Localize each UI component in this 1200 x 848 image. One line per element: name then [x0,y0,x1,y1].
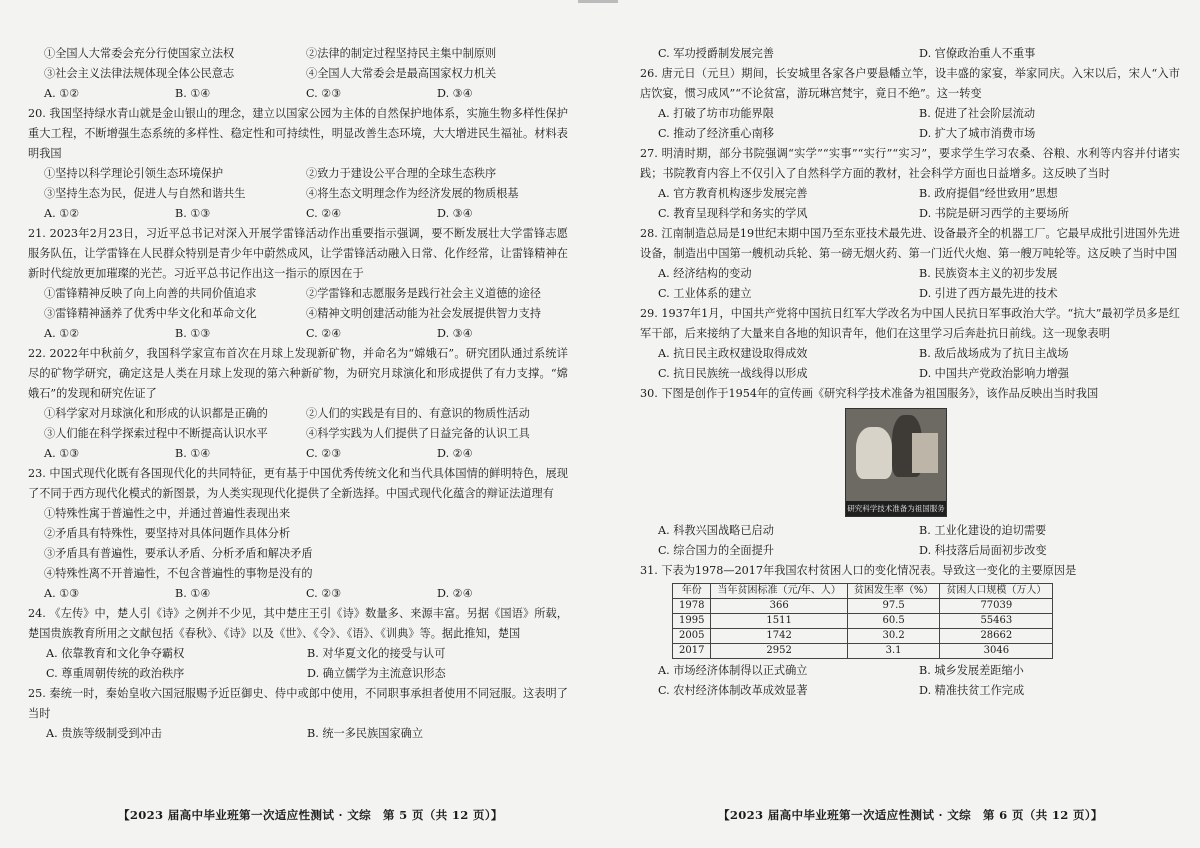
q19-opt-b: B. ①④ [175,87,211,100]
q22-item-1: ①科学家对月球演化和形成的认识都是正确的 [44,407,268,420]
table-header-cell: 当年贫困标准（元/年、人） [711,584,847,599]
q31-opt-d: D. 精准扶贫工作完成 [919,684,1025,697]
q21-block [28,224,568,344]
table-cell: 2017 [673,644,711,659]
table-header-row [673,584,1053,599]
q23-block [28,464,568,604]
right-page-column [640,44,1180,701]
q27-opt-d: D. 书院是研习西学的主要场所 [919,207,1069,220]
q28-opt-c: C. 工业体系的建立 [658,287,752,300]
poster-caption: 研究科学技术准备为祖国服务 [846,501,946,516]
q23-item-1: ①特殊性寓于普遍性之中，并通过普遍性表现出来 [44,507,291,520]
q30-stem: 30. 下图是创作于1954年的宣传画《研究科学技术准备为祖国服务》，该作品反映出当时我国 [640,387,1099,400]
q21-opt-a: A. ①② [44,327,80,340]
table-cell: 30.2 [847,629,940,644]
table-cell: 77039 [940,599,1053,614]
q20-item-1: ①坚持以科学理论引领生态环境保护 [44,167,224,180]
q31-opt-c: C. 农村经济体制改革成效显著 [658,684,808,697]
q21-opt-c: C. ②④ [306,327,342,340]
q29-block [640,304,1180,384]
q30-block [640,384,1180,561]
table-cell: 55463 [940,614,1053,629]
q25-block [28,684,568,744]
q29-opt-c: C. 抗日民族统一战线得以形成 [658,367,808,380]
q29-stem: 29. 1937年1月，中国共产党将中国抗日红军大学改名为中国人民抗日军事政治大学。“抗大”最初学员多是红军干部，后来接纳了大量来自各地的知识青年，他们在这里学习后奔赴抗日前线。这一现象表明 [640,307,1180,340]
q24-block [28,604,568,684]
q30-opt-a: A. 科教兴国战略已启动 [658,524,774,537]
left-page-column [28,44,568,744]
table-cell: 1978 [673,599,711,614]
poster-figure-right [912,433,938,473]
poster-figure-left [856,427,892,479]
q27-stem: 27. 明清时期，部分书院强调“实学”“实事”“实行”“实习”，要求学生学习农桑、谷粮、水利等内容并付诸实践；书院教育内容上不仅引入了自然科学方面的教材，社会科学方面也日益增多。这反映了当时 [640,147,1180,180]
q21-opt-d: D. ③④ [437,327,473,340]
table-cell: 3.1 [847,644,940,659]
q24-opt-c: C. 尊重周朝传统的政治秩序 [46,667,185,680]
q23-opt-a: A. ①③ [44,587,80,600]
q19-opt-a: A. ①② [44,87,80,100]
q22-opt-c: C. ②③ [306,447,342,460]
q29-opt-b: B. 敌后战场成为了抗日主战场 [919,347,1069,360]
q19-item-2: ②法律的制定过程坚持民主集中制原则 [306,47,497,60]
q23-stem: 23. 中国式现代化既有各国现代化的共同特征，更有基于中国优秀传统文化和当代具体国情的鲜明特色，展现了不同于西方现代化模式的新图景，为人类实现现代化提供了全新选择。中国式现代化蕴含的辩证法道理有 [28,467,568,500]
q30-opt-c: C. 综合国力的全面提升 [658,544,774,557]
q20-block [28,104,568,224]
table-header-cell: 年份 [673,584,711,599]
q30-opt-b: B. 工业化建设的迫切需要 [919,524,1047,537]
q24-opt-a: A. 依靠教育和文化争夺霸权 [46,647,185,660]
right-page-footer: 【2023 届高中毕业班第一次适应性测试 · 文综 第 6 页（共 12 页）】 [718,808,1103,822]
q28-opt-b: B. 民族资本主义的初步发展 [919,267,1058,280]
table-cell: 2952 [711,644,847,659]
table-cell: 1511 [711,614,847,629]
left-page-footer: 【2023 届高中毕业班第一次适应性测试 · 文综 第 5 页（共 12 页）】 [118,808,503,822]
scan-mark [578,0,618,3]
q26-opt-d: D. 扩大了城市消费市场 [919,127,1036,140]
q23-item-4: ④特殊性离不开普遍性，不包含普遍性的事物是没有的 [44,567,313,580]
q30-opt-d: D. 科技落后局面初步改变 [919,544,1047,557]
q26-stem: 26. 唐元日（元旦）期间，长安城里各家各户要悬幡立竿，设丰盛的家宴，举家同庆。入宋以后，宋人“入市店饮宴，惯习成风”“不论贫富，游玩琳宫梵宇，竟日不绝”。这一转变 [640,67,1180,100]
q20-opt-c: C. ②④ [306,207,342,220]
q26-opt-c: C. 推动了经济重心南移 [658,127,774,140]
q23-opt-b: B. ①④ [175,587,211,600]
q22-opt-b: B. ①④ [175,447,211,460]
q25-opt-c: C. 军功授爵制发展完善 [658,47,774,60]
q20-item-4: ④将生态文明理念作为经济发展的物质根基 [306,187,519,200]
q25-cont-options [640,44,1180,64]
q26-block [640,64,1180,144]
q27-opt-b: B. 政府提倡“经世致用”思想 [919,187,1058,200]
table-row [673,629,1053,644]
propaganda-poster-image [845,408,947,517]
q27-opt-c: C. 教育呈现科学和务实的学风 [658,207,808,220]
q21-item-3: ③雷锋精神涵养了优秀中华文化和革命文化 [44,307,257,320]
table-cell: 97.5 [847,599,940,614]
table-header-cell: 贫困人口规模（万人） [940,584,1053,599]
q27-opt-a: A. 官方教育机构逐步发展完善 [658,187,808,200]
q27-block [640,144,1180,224]
q22-stem: 22. 2022年中秋前夕，我国科学家宣布首次在月球上发现新矿物，并命名为“嫦娥石”。研究团队通过系统详尽的矿物学研究，确定这是人类在月球上发现的第六种新矿物，为研究月球演化和形成提供了有力支撑。“嫦娥石”的发现和研究佐证了 [28,347,568,400]
q20-stem: 20. 我国坚持绿水青山就是金山银山的理念，建立以国家公园为主体的自然保护地体系，实施生物多样性保护重大工程，不断增强生态系统的多样性、稳定性和可持续性，明显改善生态环境，大大增进民生福祉。材料表明我国 [28,107,568,160]
q19-item-3: ③社会主义法律法规体现全体公民意志 [44,67,235,80]
q29-opt-a: A. 抗日民主政权建设取得成效 [658,347,808,360]
q23-item-2: ②矛盾具有特殊性，要坚持对具体问题作具体分析 [44,527,291,540]
q19-item-4: ④全国人大常委会是最高国家权力机关 [306,67,497,80]
q25-opt-b: B. 统一多民族国家确立 [307,727,424,740]
q21-item-2: ②学雷锋和志愿服务是践行社会主义道德的途径 [306,287,541,300]
q25-opt-d: D. 官僚政治重人不重事 [919,47,1036,60]
table-row [673,599,1053,614]
table-row [673,644,1053,659]
q19-item-1: ①全国人大常委会充分行使国家立法权 [44,47,235,60]
q21-opt-b: B. ①③ [175,327,211,340]
q29-opt-d: D. 中国共产党政治影响力增强 [919,367,1069,380]
table-cell: 1995 [673,614,711,629]
q22-opt-d: D. ②④ [437,447,473,460]
q28-opt-d: D. 引进了西方最先进的技术 [919,287,1058,300]
q26-opt-a: A. 打破了坊市功能界限 [658,107,774,120]
q20-opt-d: D. ③④ [437,207,473,220]
q31-block [640,561,1180,701]
table-cell: 2005 [673,629,711,644]
q24-opt-d: D. 确立儒学为主流意识形态 [307,667,446,680]
q28-block [640,224,1180,304]
q31-stem: 31. 下表为1978—2017年我国农村贫困人口的变化情况表。导致这一变化的主要原因是 [640,564,1077,577]
q21-stem: 21. 2023年2月23日，习近平总书记对深入开展学雷锋活动作出重要指示强调，要不断发展壮大学雷锋志愿服务队伍，让学雷锋在人民群众特别是青少年中蔚然成风，让学雷锋活动融入日常、化作经常，让雷锋精神在新时代绽放更加璀璨的光芒。习近平总书记作出这一指示的原因在于 [28,227,568,280]
q20-item-3: ③坚持生态为民，促进人与自然和谐共生 [44,187,246,200]
q28-stem: 28. 江南制造总局是19世纪末期中国乃至东亚技术最先进、设备最齐全的机器工厂。它最早成批引进国外先进设备，制造出中国第一艘机动兵轮、第一磅无烟火药、第一门近代火炮、第一艘万吨轮等。这反映了当时中国 [640,227,1180,260]
q24-stem: 24. 《左传》中，楚人引《诗》之例并不少见，其中楚庄王引《诗》数量多、来源丰富。另据《国语》所载，楚国贵族教育所用之文献包括《春秋》、《诗》以及《世》、《令》、《语》、《训典》等。据此推知，楚国 [28,607,568,640]
table-header-cell: 贫困发生率（%） [847,584,940,599]
q20-item-2: ②致力于建设公平合理的全球生态秩序 [306,167,497,180]
q19-block [28,44,568,104]
table-cell: 28662 [940,629,1053,644]
q22-item-2: ②人们的实践是有目的、有意识的物质性活动 [306,407,530,420]
table-cell: 1742 [711,629,847,644]
table-cell: 3046 [940,644,1053,659]
q24-opt-b: B. 对华夏文化的接受与认可 [307,647,446,660]
q25-stem: 25. 秦统一时，秦始皇收六国冠服赐予近臣御史、侍中或郎中使用，不同职事承担者使用不同冠服。这表明了当时 [28,687,568,720]
q23-item-3: ③矛盾具有普遍性，要承认矛盾、分析矛盾和解决矛盾 [44,547,313,560]
q21-item-4: ④精神文明创建活动能为社会发展提供智力支持 [306,307,541,320]
q19-opt-d: D. ③④ [437,87,473,100]
table-cell: 60.5 [847,614,940,629]
q19-opt-c: C. ②③ [306,87,342,100]
q22-block [28,344,568,464]
q21-item-1: ①雷锋精神反映了向上向善的共同价值追求 [44,287,257,300]
poverty-table [672,583,1053,659]
q31-opt-a: A. 市场经济体制得以正式确立 [658,664,808,677]
table-cell: 366 [711,599,847,614]
q20-opt-b: B. ①③ [175,207,211,220]
q23-opt-c: C. ②③ [306,587,342,600]
q22-item-4: ④科学实践为人们提供了日益完备的认识工具 [306,427,530,440]
q28-opt-a: A. 经济结构的变动 [658,267,752,280]
q25-opt-a: A. 贵族等级制受到冲击 [46,727,162,740]
q31-opt-b: B. 城乡发展差距缩小 [919,664,1024,677]
table-row [673,614,1053,629]
q26-opt-b: B. 促进了社会阶层流动 [919,107,1036,120]
q23-opt-d: D. ②④ [437,587,473,600]
q22-opt-a: A. ①③ [44,447,80,460]
q20-opt-a: A. ①② [44,207,80,220]
q22-item-3: ③人们能在科学探索过程中不断提高认识水平 [44,427,268,440]
